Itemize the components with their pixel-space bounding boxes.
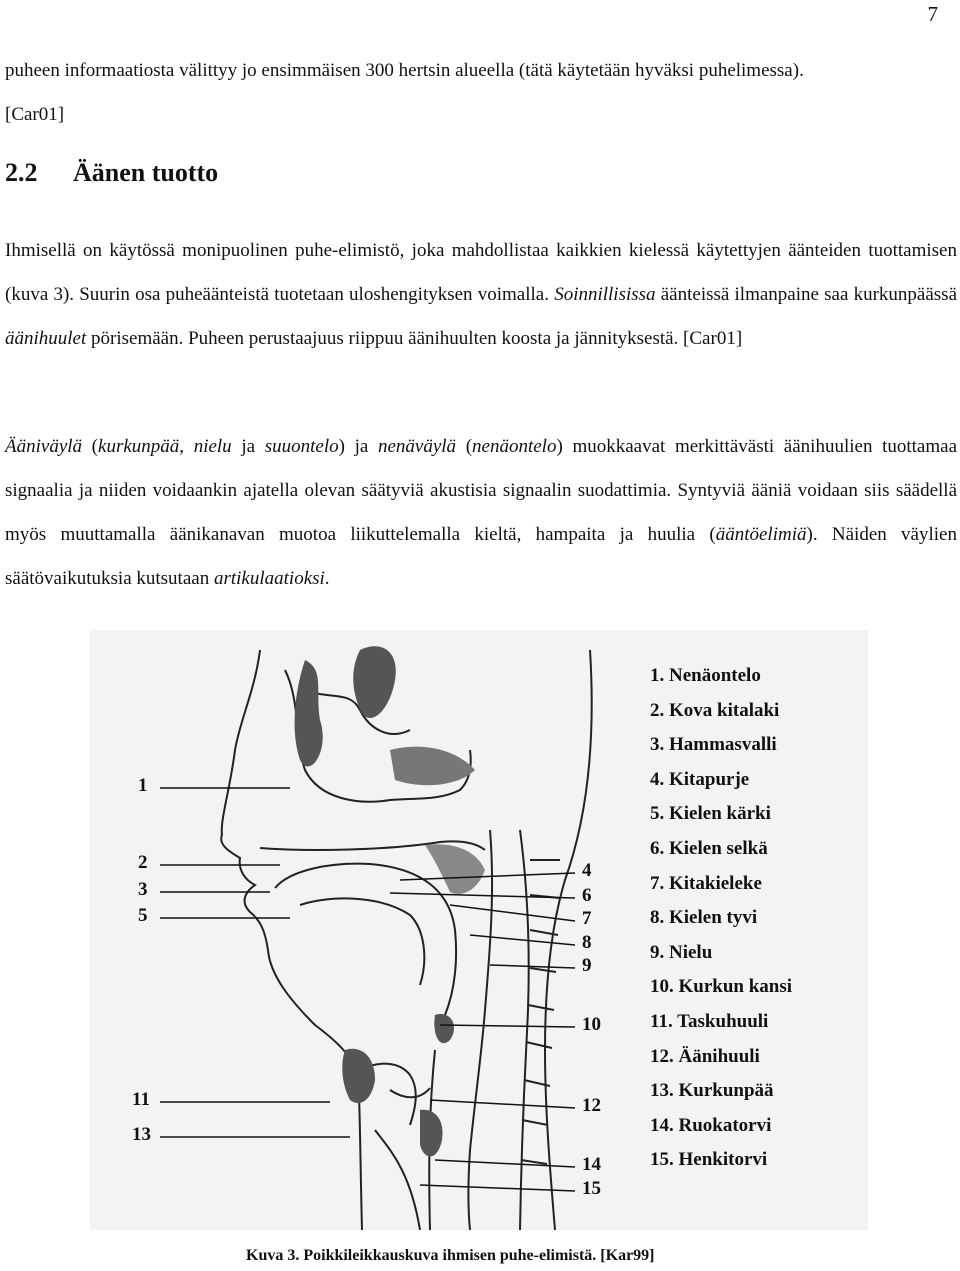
figure-label-4: 4: [582, 860, 592, 881]
figure-label-6: 6: [582, 885, 592, 906]
figure-label-2: 2: [138, 852, 148, 873]
term: nielu: [193, 436, 232, 457]
figure-label-5: 5: [138, 905, 148, 926]
figure-label-15: 15: [582, 1178, 601, 1199]
figure-label-12: 12: [582, 1095, 601, 1116]
figure-caption: Kuva 3. Poikkileikkauskuva ihmisen puhe-elimistä. [Kar99]: [246, 1247, 655, 1264]
paragraph-2-text: ) ja: [338, 436, 378, 457]
figure-label-7: 7: [582, 908, 592, 929]
section-number: 2.2: [5, 158, 38, 187]
legend-item: 7. Kitakieleke: [650, 872, 762, 894]
paragraph-1-text: Ihmisellä on käytössä monipuolinen puhe-elimistö, joka mahdollistaa kaikkien kielessä käytettyjen äänteiden tuottamisen (kuva 3). Suurin osa puheäänteistä tuotetaan uloshengityksen voimalla.: [5, 240, 957, 305]
legend-item: 3. Hammasvalli: [650, 734, 777, 756]
term-aanihuulet: äänihuulet: [5, 328, 87, 349]
section-title: Äänen tuotto: [73, 158, 219, 187]
intro-paragraph: [5, 49, 957, 137]
intro-line-1: puheen informaatiosta välittyy jo ensimmäisen 300 hertsin alueella (tätä käytetään hyväksi puhelimessa).: [5, 60, 804, 81]
paragraph-2-text: ja: [231, 436, 265, 457]
figure-legend: [650, 659, 792, 1178]
legend-item: 2. Kova kitalaki: [650, 699, 780, 721]
figure-label-10: 10: [582, 1014, 601, 1035]
paragraph-2-text: ) muokkaavat merkittävästi äänihuulien tuottamaa signaalia ja niiden voidaankin ajatella olevan säätyviä akustisia signaalin suodattimia. Syntyviä ääniä voidaan siis säädellä myös muuttamalla äänikanavan muotoa liikuttelemalla kieltä, hampaita ja huulia (: [5, 436, 958, 545]
paragraph-2: [5, 425, 957, 601]
paragraph-1-text: pörisemään. Puheen perustaajuus riippuu äänihuulten koosta ja jännityksestä. [Car01]: [86, 328, 743, 349]
legend-item: 12. Äänihuuli: [650, 1045, 760, 1067]
figure-label-1: 1: [138, 775, 148, 796]
legend-item: 1. Nenäontelo: [650, 665, 761, 686]
legend-item: 14. Ruokatorvi: [650, 1114, 772, 1136]
term: ääntöelimiä: [715, 524, 807, 545]
intro-line-2: [Car01]: [5, 104, 65, 125]
paragraph-2-text: ). Näiden väylien säätövaikutuksia kutsutaan: [5, 524, 957, 589]
legend-item: 8. Kielen tyvi: [650, 907, 758, 929]
legend-item: 5. Kielen kärki: [650, 803, 771, 825]
term-soinnillisissa: Soinnillisissa: [554, 284, 656, 305]
legend-item: 11. Taskuhuuli: [650, 1010, 769, 1032]
term: kurkunpää: [98, 436, 180, 457]
figure-label-13: 13: [132, 1124, 151, 1145]
term: artikulaatioksi: [213, 568, 325, 589]
page-number: 7: [927, 2, 938, 26]
term: Ääniväylä: [5, 436, 83, 457]
paragraph-2-text: (: [456, 436, 473, 457]
term: nenäväylä: [377, 436, 457, 457]
term: nenäontelo: [472, 436, 557, 457]
figure-label-14: 14: [582, 1154, 601, 1175]
figure-label-9: 9: [582, 955, 592, 976]
term: suuontelo: [264, 436, 339, 457]
paragraph-2-text: .: [324, 568, 330, 589]
figure-label-11: 11: [132, 1089, 150, 1110]
section-heading: [5, 158, 218, 188]
legend-item: 13. Kurkunpää: [650, 1080, 774, 1102]
paragraph-2-text: (: [82, 436, 99, 457]
legend-item: 10. Kurkun kansi: [650, 976, 793, 998]
legend-item: 6. Kielen selkä: [650, 837, 768, 859]
paragraph-1-text: äänteissä ilmanpaine saa kurkunpäässä: [655, 284, 958, 305]
paragraph-1: [5, 229, 957, 361]
paragraph-2-text: ,: [179, 436, 194, 457]
legend-item: 15. Henkitorvi: [650, 1149, 768, 1171]
legend-item: 9. Nielu: [650, 941, 713, 963]
figure-label-3: 3: [138, 879, 148, 900]
figure-label-8: 8: [582, 932, 592, 953]
legend-item: 4. Kitapurje: [650, 768, 750, 790]
